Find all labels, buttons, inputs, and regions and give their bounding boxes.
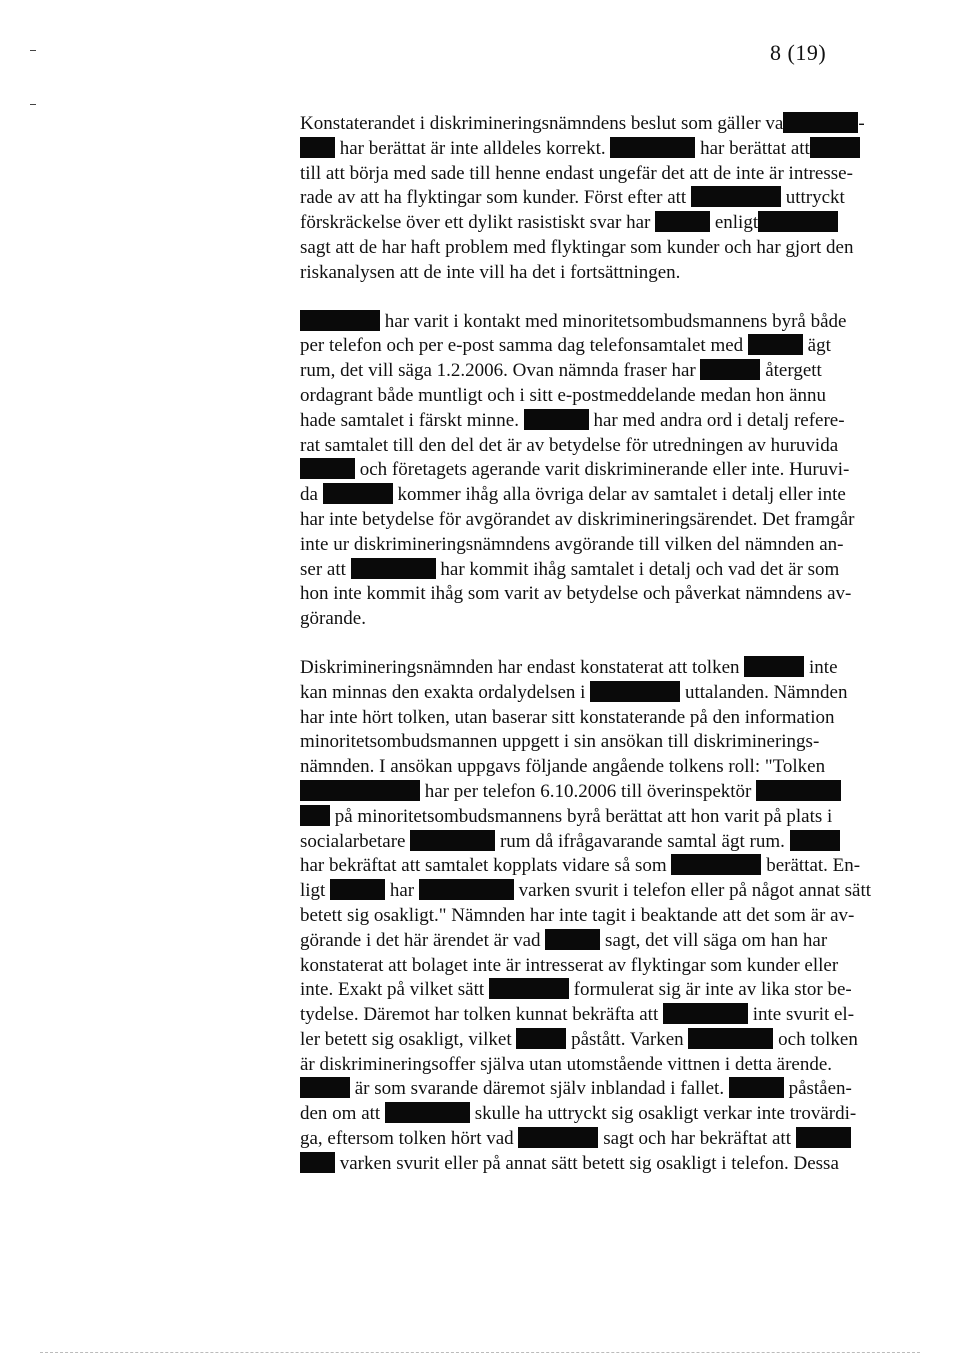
page-number: 8 (19) xyxy=(770,40,827,65)
redaction-block xyxy=(300,137,335,158)
redaction-block xyxy=(385,1102,470,1123)
redaction-block xyxy=(758,211,838,232)
redaction-block xyxy=(300,1077,350,1098)
text-line: riskanalysen att de inte vill ha det i fortsättningen. xyxy=(300,261,681,283)
text-line: har bekräftat att samtalet kopplats vidare så som berättat. En- xyxy=(300,855,861,877)
redaction-block xyxy=(419,879,514,900)
text-line: är som svarande däremot själv inblandad i fallet. påståen- xyxy=(300,1077,910,1102)
text-line: tydelse. Däremot har tolken kunnat bekräfta att inte svurit el- xyxy=(300,1004,855,1026)
text-line: är diskrimineringsoffer själva utan utomstående vittnen i detta ärende. xyxy=(300,1053,833,1075)
redaction-block xyxy=(610,137,695,158)
redaction-block xyxy=(790,830,840,851)
redaction-block xyxy=(518,1127,598,1148)
text-line: och företagets agerande varit diskriminerande eller inte. Huruvi- xyxy=(300,458,910,483)
redaction-block xyxy=(516,1028,566,1049)
text-line: da kommer ihåg alla övriga delar av samtalet i detalj eller inte xyxy=(300,484,846,506)
redaction-block xyxy=(323,483,393,504)
text-line: ler betett sig osakligt, vilket påstått. Varken och tolken xyxy=(300,1028,858,1050)
text-line: rade av att ha flyktingar som kunder. Först efter att uttryckt xyxy=(300,187,845,209)
text-line: ser att har kommit ihåg samtalet i detalj och vad det är som xyxy=(300,558,840,580)
text-line: inte. Exakt på vilket sätt formulerat sig är inte av lika stor be- xyxy=(300,979,852,1001)
text-line: förskräckelse över ett dylikt rasistiskt svar har enligt xyxy=(300,211,910,236)
redaction-block xyxy=(796,1127,851,1148)
text-line: på minoritetsombudsmannens byrå berättat att hon varit på plats i xyxy=(300,805,910,830)
redaction-block xyxy=(783,112,858,133)
text-line: har inte hört tolken, utan baserar sitt konstaterande på den information xyxy=(300,706,835,728)
text-line: inte ur diskrimineringsnämndens avgörande till vilken del nämnden an- xyxy=(300,533,844,555)
redaction-block xyxy=(700,359,760,380)
redaction-block xyxy=(810,137,860,158)
redaction-block xyxy=(410,830,495,851)
redaction-block xyxy=(351,558,436,579)
paragraph-1 xyxy=(300,112,910,286)
redaction-block xyxy=(545,929,600,950)
text-line: minoritetsombudsmannen uppgett i sin ansökan till diskriminerings- xyxy=(300,731,820,753)
text-line: sagt att de har haft problem med flyktingar som kunder och har gjort den xyxy=(300,236,854,258)
scan-mark xyxy=(30,104,36,105)
text-line: Diskrimineringsnämnden har endast konstaterat att tolken inte xyxy=(300,656,838,678)
redaction-block xyxy=(300,458,355,479)
text-line: ordagrant både muntligt och i sitt e-postmeddelande medan hon ännu xyxy=(300,384,827,406)
text-line: nämnden. I ansökan uppgavs följande angående tolkens roll: "Tolken xyxy=(300,756,826,778)
redaction-block xyxy=(300,805,330,826)
redaction-block xyxy=(590,681,680,702)
text-line: hade samtalet i färskt minne. har med andra ord i detalj refere- xyxy=(300,409,845,431)
redaction-block xyxy=(300,310,380,331)
text-line: ligt har varken svurit i telefon eller på något annat sätt xyxy=(300,880,872,902)
redaction-block xyxy=(489,978,569,999)
redaction-block xyxy=(744,656,804,677)
scan-mark xyxy=(30,50,36,51)
text-line: kan minnas den exakta ordalydelsen i uttalanden. Nämnden xyxy=(300,681,848,703)
redaction-block xyxy=(663,1003,748,1024)
redaction-block xyxy=(655,211,710,232)
text-line: hon inte kommit ihåg som varit av betydelse och påverkat nämndens av- xyxy=(300,583,852,605)
redaction-block xyxy=(300,1152,335,1173)
text-line: görande i det här ärendet är vad sagt, det vill säga om han har xyxy=(300,929,828,951)
redaction-block xyxy=(691,186,781,207)
paragraph-2 xyxy=(300,310,910,632)
text-line: har per telefon 6.10.2006 till överinspektör xyxy=(300,780,910,805)
scan-edge-line xyxy=(40,1352,920,1353)
text-line: per telefon och per e-post samma dag telefonsamtalet med ägt xyxy=(300,335,831,357)
text-line: rum, det vill säga 1.2.2006. Ovan nämnda fraser har återgett xyxy=(300,360,822,382)
redaction-block xyxy=(524,409,589,430)
text-line: varken svurit eller på annat sätt betett sig osakligt i telefon. Dessa xyxy=(300,1152,910,1177)
text-line: Konstaterandet i diskrimineringsnämndens beslut som gäller va - xyxy=(300,113,865,134)
text-line: har berättat är inte alldeles korrekt. har berättat att xyxy=(300,137,910,162)
text-line: betett sig osakligt." Nämnden har inte tagit i beaktande att det som är av- xyxy=(300,904,855,926)
text-line: den om att skulle ha uttryckt sig osakligt verkar inte trovärdi- xyxy=(300,1103,857,1125)
redaction-block xyxy=(729,1077,784,1098)
text-line: konstaterat att bolaget inte är intresserat av flyktingar som kunder eller xyxy=(300,954,839,976)
redaction-block xyxy=(756,780,841,801)
redaction-block xyxy=(671,854,761,875)
redaction-block xyxy=(688,1028,773,1049)
body-text xyxy=(300,112,910,1201)
text-line: har varit i kontakt med minoritetsombudsmannens byrå både xyxy=(300,310,910,335)
redaction-block xyxy=(330,879,385,900)
text-line: ga, eftersom tolken hört vad sagt och har bekräftat att xyxy=(300,1127,910,1152)
redaction-block xyxy=(748,334,803,355)
text-line: till att börja med sade till henne endast ungefär det att de inte är intresse- xyxy=(300,162,853,184)
text-line: har inte betydelse för avgörandet av diskrimineringsärendet. Det framgår xyxy=(300,508,855,530)
text-line: rat samtalet till den del det är av betydelse för utredningen av huruvida xyxy=(300,434,839,456)
text-line: socialarbetare rum då ifrågavarande samtal ägt rum. xyxy=(300,830,910,855)
redaction-block xyxy=(300,780,420,801)
paragraph-3 xyxy=(300,656,910,1177)
text-line: görande. xyxy=(300,608,366,630)
